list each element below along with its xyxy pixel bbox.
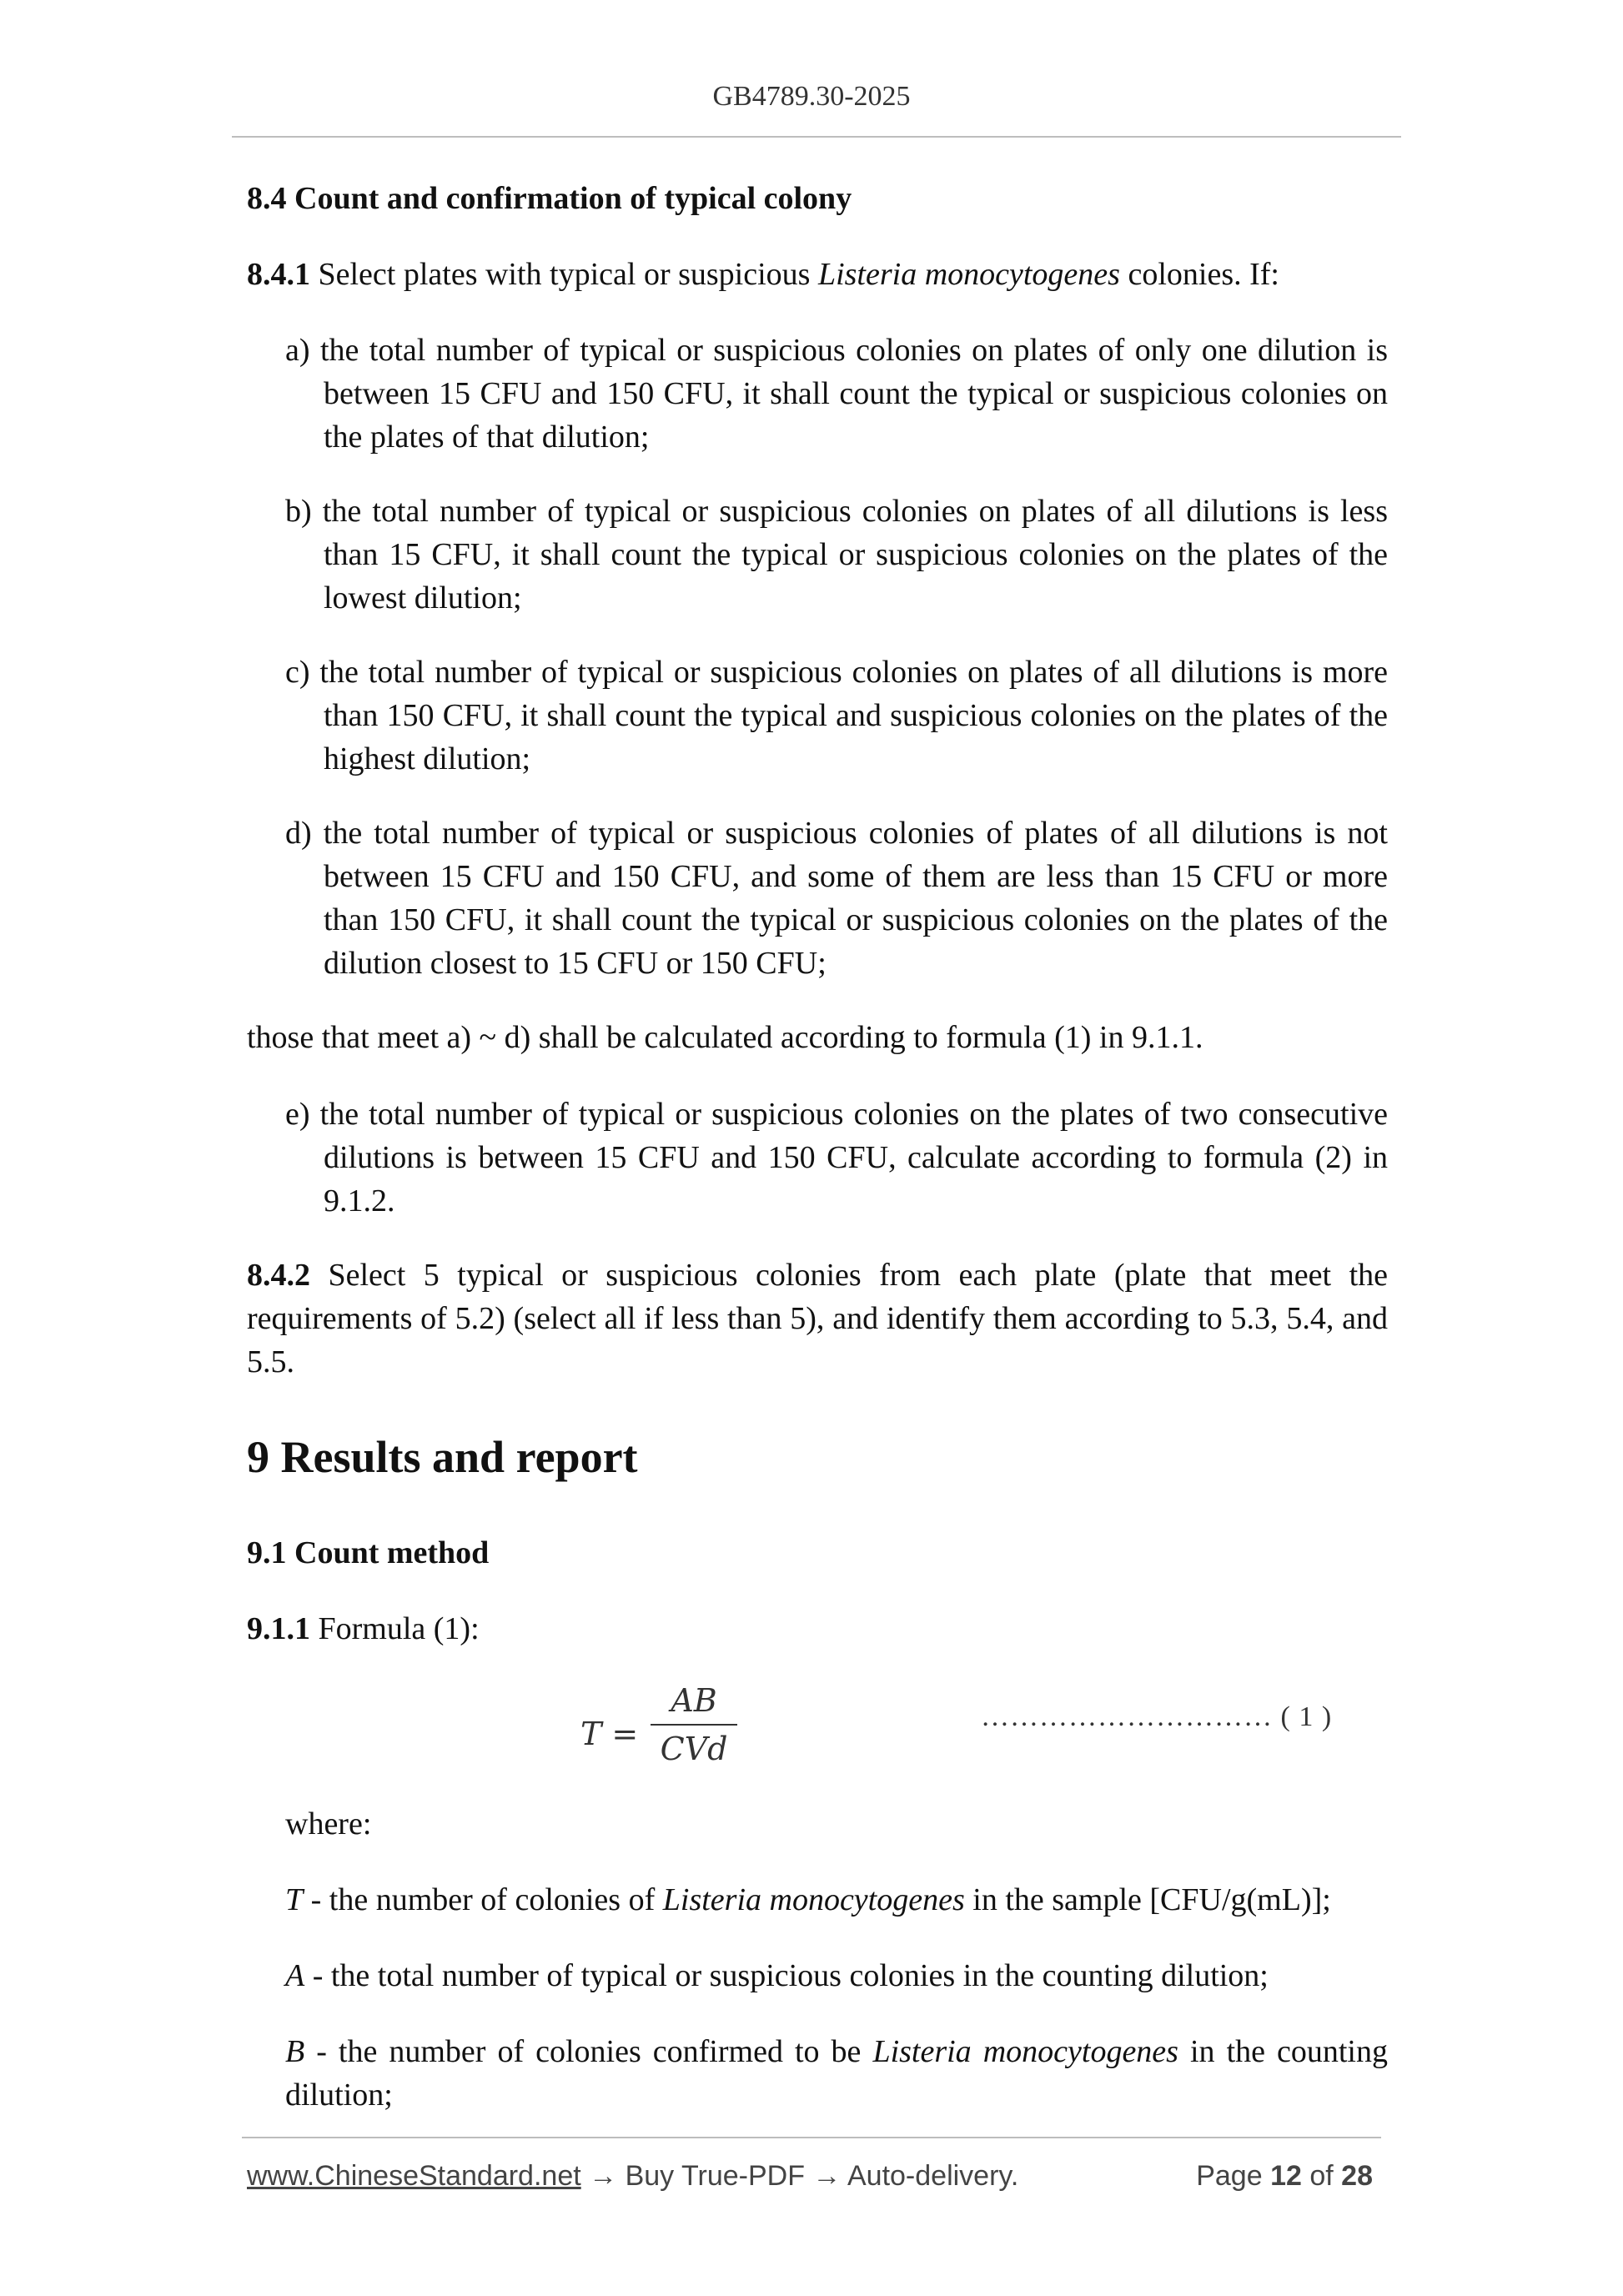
variable-symbol: A bbox=[285, 1958, 305, 1993]
equation-number: ………………………… ( 1 ) bbox=[981, 1701, 1333, 1732]
organism-name: Listeria monocytogenes bbox=[817, 257, 1120, 292]
page-footer bbox=[247, 2160, 1373, 2193]
where-label: where: bbox=[285, 1806, 372, 1841]
formula-lhs: T = bbox=[580, 1716, 639, 1752]
list-item-b: b) the total number of typical or suspicious colonies on plates of all dilutions is less than 15 CFU, it shall count the typical or suspicious colonies on the plates of the lowest dilution; bbox=[285, 494, 1388, 615]
definition-text: in the sample [CFU/g(mL)]; bbox=[964, 1882, 1331, 1917]
list-item-e: e) the total number of typical or suspicious colonies on the plates of two consecutive dilutions is between 15 CFU and 150 CFU, calculate according to formula (2) in 9.1.2. bbox=[285, 1097, 1388, 1218]
document-id-header: GB4789.30-2025 bbox=[712, 81, 911, 112]
definition-text: - the number of colonies of bbox=[303, 1882, 663, 1917]
paragraph-those-note: those that meet a) ~ d) shall be calculated according to formula (1) in 9.1.1. bbox=[247, 1020, 1203, 1055]
definition-text: - the total number of typical or suspicious colonies in the counting dilution; bbox=[304, 1958, 1269, 1993]
definition-T bbox=[285, 1878, 1388, 1922]
total-pages: 28 bbox=[1341, 2160, 1373, 2192]
header-divider bbox=[232, 136, 1401, 138]
fraction-bar bbox=[651, 1724, 737, 1726]
paragraph-8-4-1 bbox=[247, 253, 1388, 296]
page-number: 12 bbox=[1270, 2160, 1302, 2192]
paragraph-8-4-2 bbox=[247, 1254, 1388, 1384]
list-item-d: d) the total number of typical or suspicious colonies of plates of all dilutions is not between 15 CFU and 150 CFU, and some of them are less than 15 CFU or more than 150 CFU, it shall count the typical or suspicious colonies on the plates of the dilution closest to 15 CFU or 150 CFU; bbox=[285, 816, 1388, 981]
variable-symbol: T bbox=[285, 1882, 304, 1917]
definition-text: - the number of colonies confirmed to be bbox=[304, 2034, 873, 2069]
organism-name: Listeria monocytogenes bbox=[872, 2034, 1178, 2069]
clause-text: Select plates with typical or suspicious bbox=[310, 257, 818, 292]
page-word: Page bbox=[1196, 2160, 1263, 2192]
section-8-4-heading: 8.4 Count and confirmation of typical colony bbox=[247, 181, 852, 216]
definition-B bbox=[285, 2030, 1388, 2117]
footer-divider bbox=[242, 2137, 1381, 2138]
formula-denominator: CVd bbox=[660, 1731, 728, 1767]
page-counter bbox=[1196, 2160, 1373, 2193]
definition-A bbox=[285, 1954, 1388, 1997]
clause-text: colonies. If: bbox=[1119, 257, 1279, 292]
promo-text: → Buy True-PDF → Auto-delivery. bbox=[580, 2160, 1019, 2192]
formula-fraction bbox=[651, 1681, 737, 1769]
paragraph-9-1-1 bbox=[247, 1607, 1388, 1650]
section-9-heading: 9 Results and report bbox=[247, 1432, 638, 1482]
organism-name: Listeria monocytogenes bbox=[662, 1882, 965, 1917]
clause-number: 8.4.1 bbox=[247, 257, 310, 292]
section-9-1-heading: 9.1 Count method bbox=[247, 1535, 490, 1570]
variable-symbol: B bbox=[285, 2034, 305, 2069]
clause-number: 8.4.2 bbox=[247, 1258, 310, 1293]
of-word: of bbox=[1309, 2160, 1334, 2192]
list-item-c: c) the total number of typical or suspicious colonies on plates of all dilutions is more than 150 CFU, it shall count the typical and suspicious colonies on the plates of the highest dilution; bbox=[285, 655, 1388, 776]
clause-text: Formula (1): bbox=[310, 1611, 480, 1646]
list-item-a: a) the total number of typical or suspicious colonies on plates of only one dilution is between 15 CFU and 150 CFU, it shall count the typical or suspicious colonies on the plates of that dilution; bbox=[285, 333, 1388, 455]
clause-text: Select 5 typical or suspicious colonies from each plate (plate that meet the requirements of 5.2) (select all if less than 5), and identify them according to 5.3, 5.4, and 5.5. bbox=[247, 1258, 1388, 1379]
formula-numerator: AB bbox=[671, 1682, 717, 1719]
clause-number: 9.1.1 bbox=[247, 1611, 310, 1646]
website-link[interactable]: www.ChineseStandard.net bbox=[247, 2160, 581, 2192]
definition-text: in the counting dilution; bbox=[285, 2034, 1388, 2113]
